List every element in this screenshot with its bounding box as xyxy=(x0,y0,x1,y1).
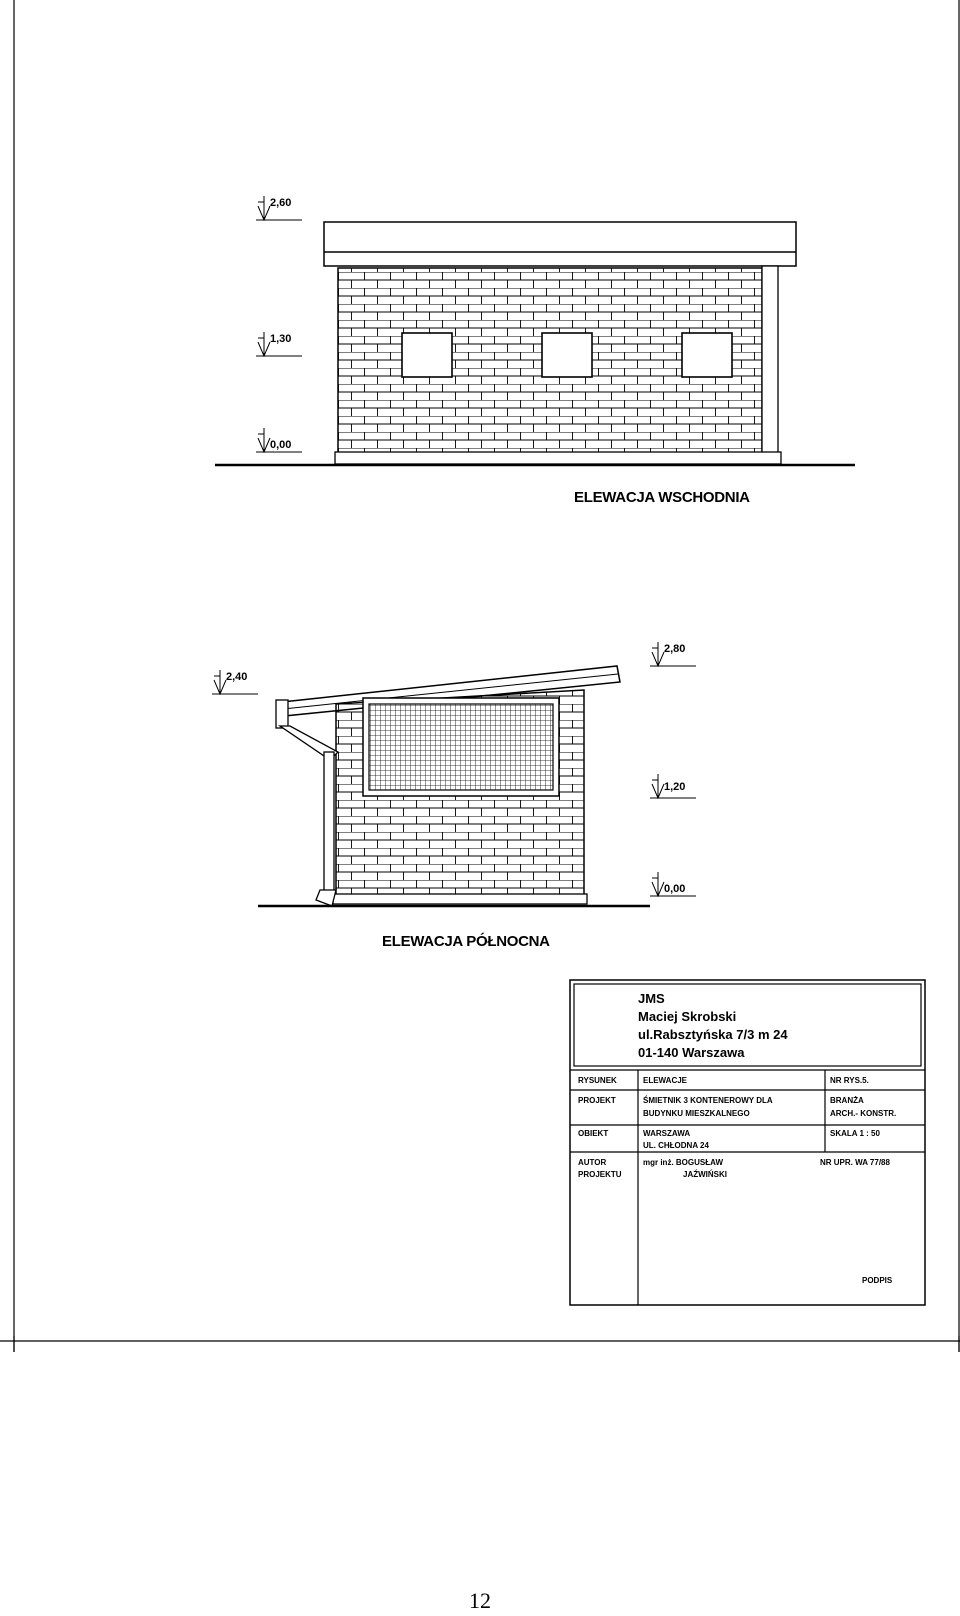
row-right: NR UPR. WA 77/88 xyxy=(820,1158,890,1167)
east-window xyxy=(682,333,732,377)
row-value: WARSZAWA xyxy=(643,1129,691,1138)
row-value: ELEWACJE xyxy=(643,1076,688,1085)
east-level-base: 0,00 xyxy=(270,439,292,451)
row-value: BUDYNKU MIESZKALNEGO xyxy=(643,1109,750,1118)
row-right: NR RYS.5. xyxy=(830,1076,869,1085)
company-person: Maciej Skrobski xyxy=(638,1009,737,1024)
east-elevation-title: ELEWACJA WSCHODNIA xyxy=(574,489,750,506)
signature-label: PODPIS xyxy=(862,1276,893,1285)
east-plinth xyxy=(335,452,781,464)
row-value: ŚMIETNIK 3 KONTENEROWY DLA xyxy=(643,1096,773,1105)
east-level-top: 2,60 xyxy=(270,197,292,209)
row-right: ARCH.- KONSTR. xyxy=(830,1109,897,1118)
row-value: UL. CHŁODNA 24 xyxy=(643,1141,709,1150)
row-label: PROJEKTU xyxy=(578,1170,622,1179)
north-elevation-title: ELEWACJA PÓŁNOCNA xyxy=(382,933,550,950)
north-level-base: 0,00 xyxy=(664,883,686,895)
row-label: PROJEKT xyxy=(578,1096,616,1105)
row-label: RYSUNEK xyxy=(578,1076,617,1085)
north-gutter-downpipe xyxy=(276,700,338,906)
north-level-left: 2,40 xyxy=(226,671,248,683)
row-value: JAŹWIŃSKI xyxy=(683,1170,727,1179)
page-number: 12 xyxy=(469,1588,491,1613)
east-window xyxy=(402,333,452,377)
row-right: SKALA 1 : 50 xyxy=(830,1129,880,1138)
north-level-mid: 1,20 xyxy=(664,781,686,793)
east-level-mid: 1,30 xyxy=(270,333,292,345)
company-street: ul.Rabsztyńska 7/3 m 24 xyxy=(638,1027,788,1042)
row-value: mgr inż. BOGUSŁAW xyxy=(643,1158,723,1167)
row-right: BRANŻA xyxy=(830,1096,864,1105)
east-roof xyxy=(324,222,796,266)
east-window xyxy=(542,333,592,377)
row-label: OBIEKT xyxy=(578,1129,609,1138)
east-elevation xyxy=(215,196,855,506)
east-downpipe xyxy=(762,266,778,458)
company-name: JMS xyxy=(638,991,665,1006)
row-label: AUTOR xyxy=(578,1158,607,1167)
north-plinth xyxy=(333,894,587,904)
north-elevation xyxy=(212,642,696,950)
north-level-top: 2,80 xyxy=(664,643,686,655)
title-block xyxy=(570,980,925,1305)
company-city: 01-140 Warszawa xyxy=(638,1045,745,1060)
